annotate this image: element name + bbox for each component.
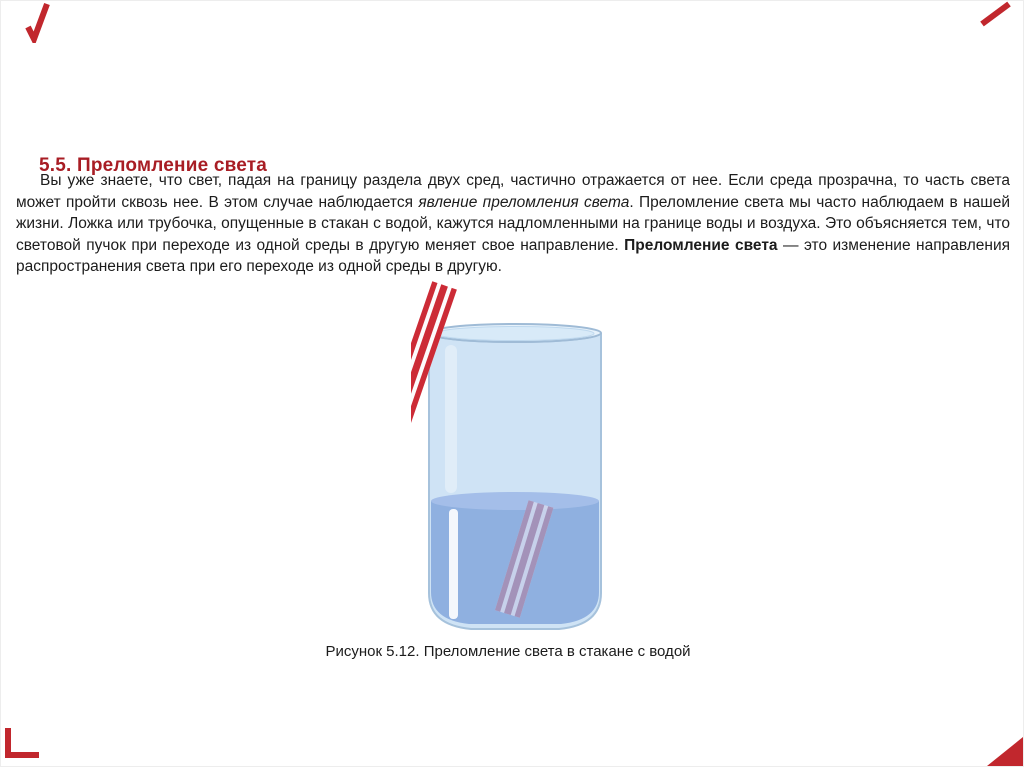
body-paragraph [16, 170, 1010, 278]
section-heading: 5.5. Преломление света [39, 154, 268, 176]
corner-decoration-top-left [25, 1, 53, 43]
corner-decoration-bottom-left [3, 723, 43, 763]
paragraph-run: Вы уже знаете, что свет, падая на границу раздела двух сред, частично отражается от нее. Если среда прозрачна, то часть света может пройти сквозь нее. В этом случае наблюдается [16, 172, 1010, 211]
glass-rim-inner [436, 327, 594, 341]
glass-of-water-with-straw-illustration [411, 277, 621, 643]
water-highlight [449, 509, 458, 619]
corner-decoration-bottom-right [985, 735, 1024, 767]
corner-mark-shape [28, 4, 47, 39]
paragraph-run-bold: Преломление света [624, 236, 778, 254]
corner-mark-shape [982, 4, 1009, 24]
glass-sheen [445, 345, 457, 493]
corner-mark-shape [987, 737, 1023, 766]
corner-mark-shape [8, 728, 39, 755]
paragraph-run-italic: явление преломления света [418, 193, 630, 211]
paragraph-run: — это изменение направления распространения света при его переходе из одной среды в другую. [16, 236, 1010, 276]
figure-caption: Рисунок 5.12. Преломление света в стакане с водой [325, 643, 691, 660]
corner-decoration-top-right [979, 1, 1013, 27]
figure-glass-illustration [411, 277, 621, 643]
paragraph-run: . Преломление света мы часто наблюдаем в нашей жизни. Ложка или трубочка, опущенные в стакан с водой, кажутся надломленными на границе воды и воздуха. Это объясняется тем, что световой пучок при переходе из одной среды в другую меняет свое направление. [16, 193, 1010, 254]
water-surface [431, 492, 599, 510]
